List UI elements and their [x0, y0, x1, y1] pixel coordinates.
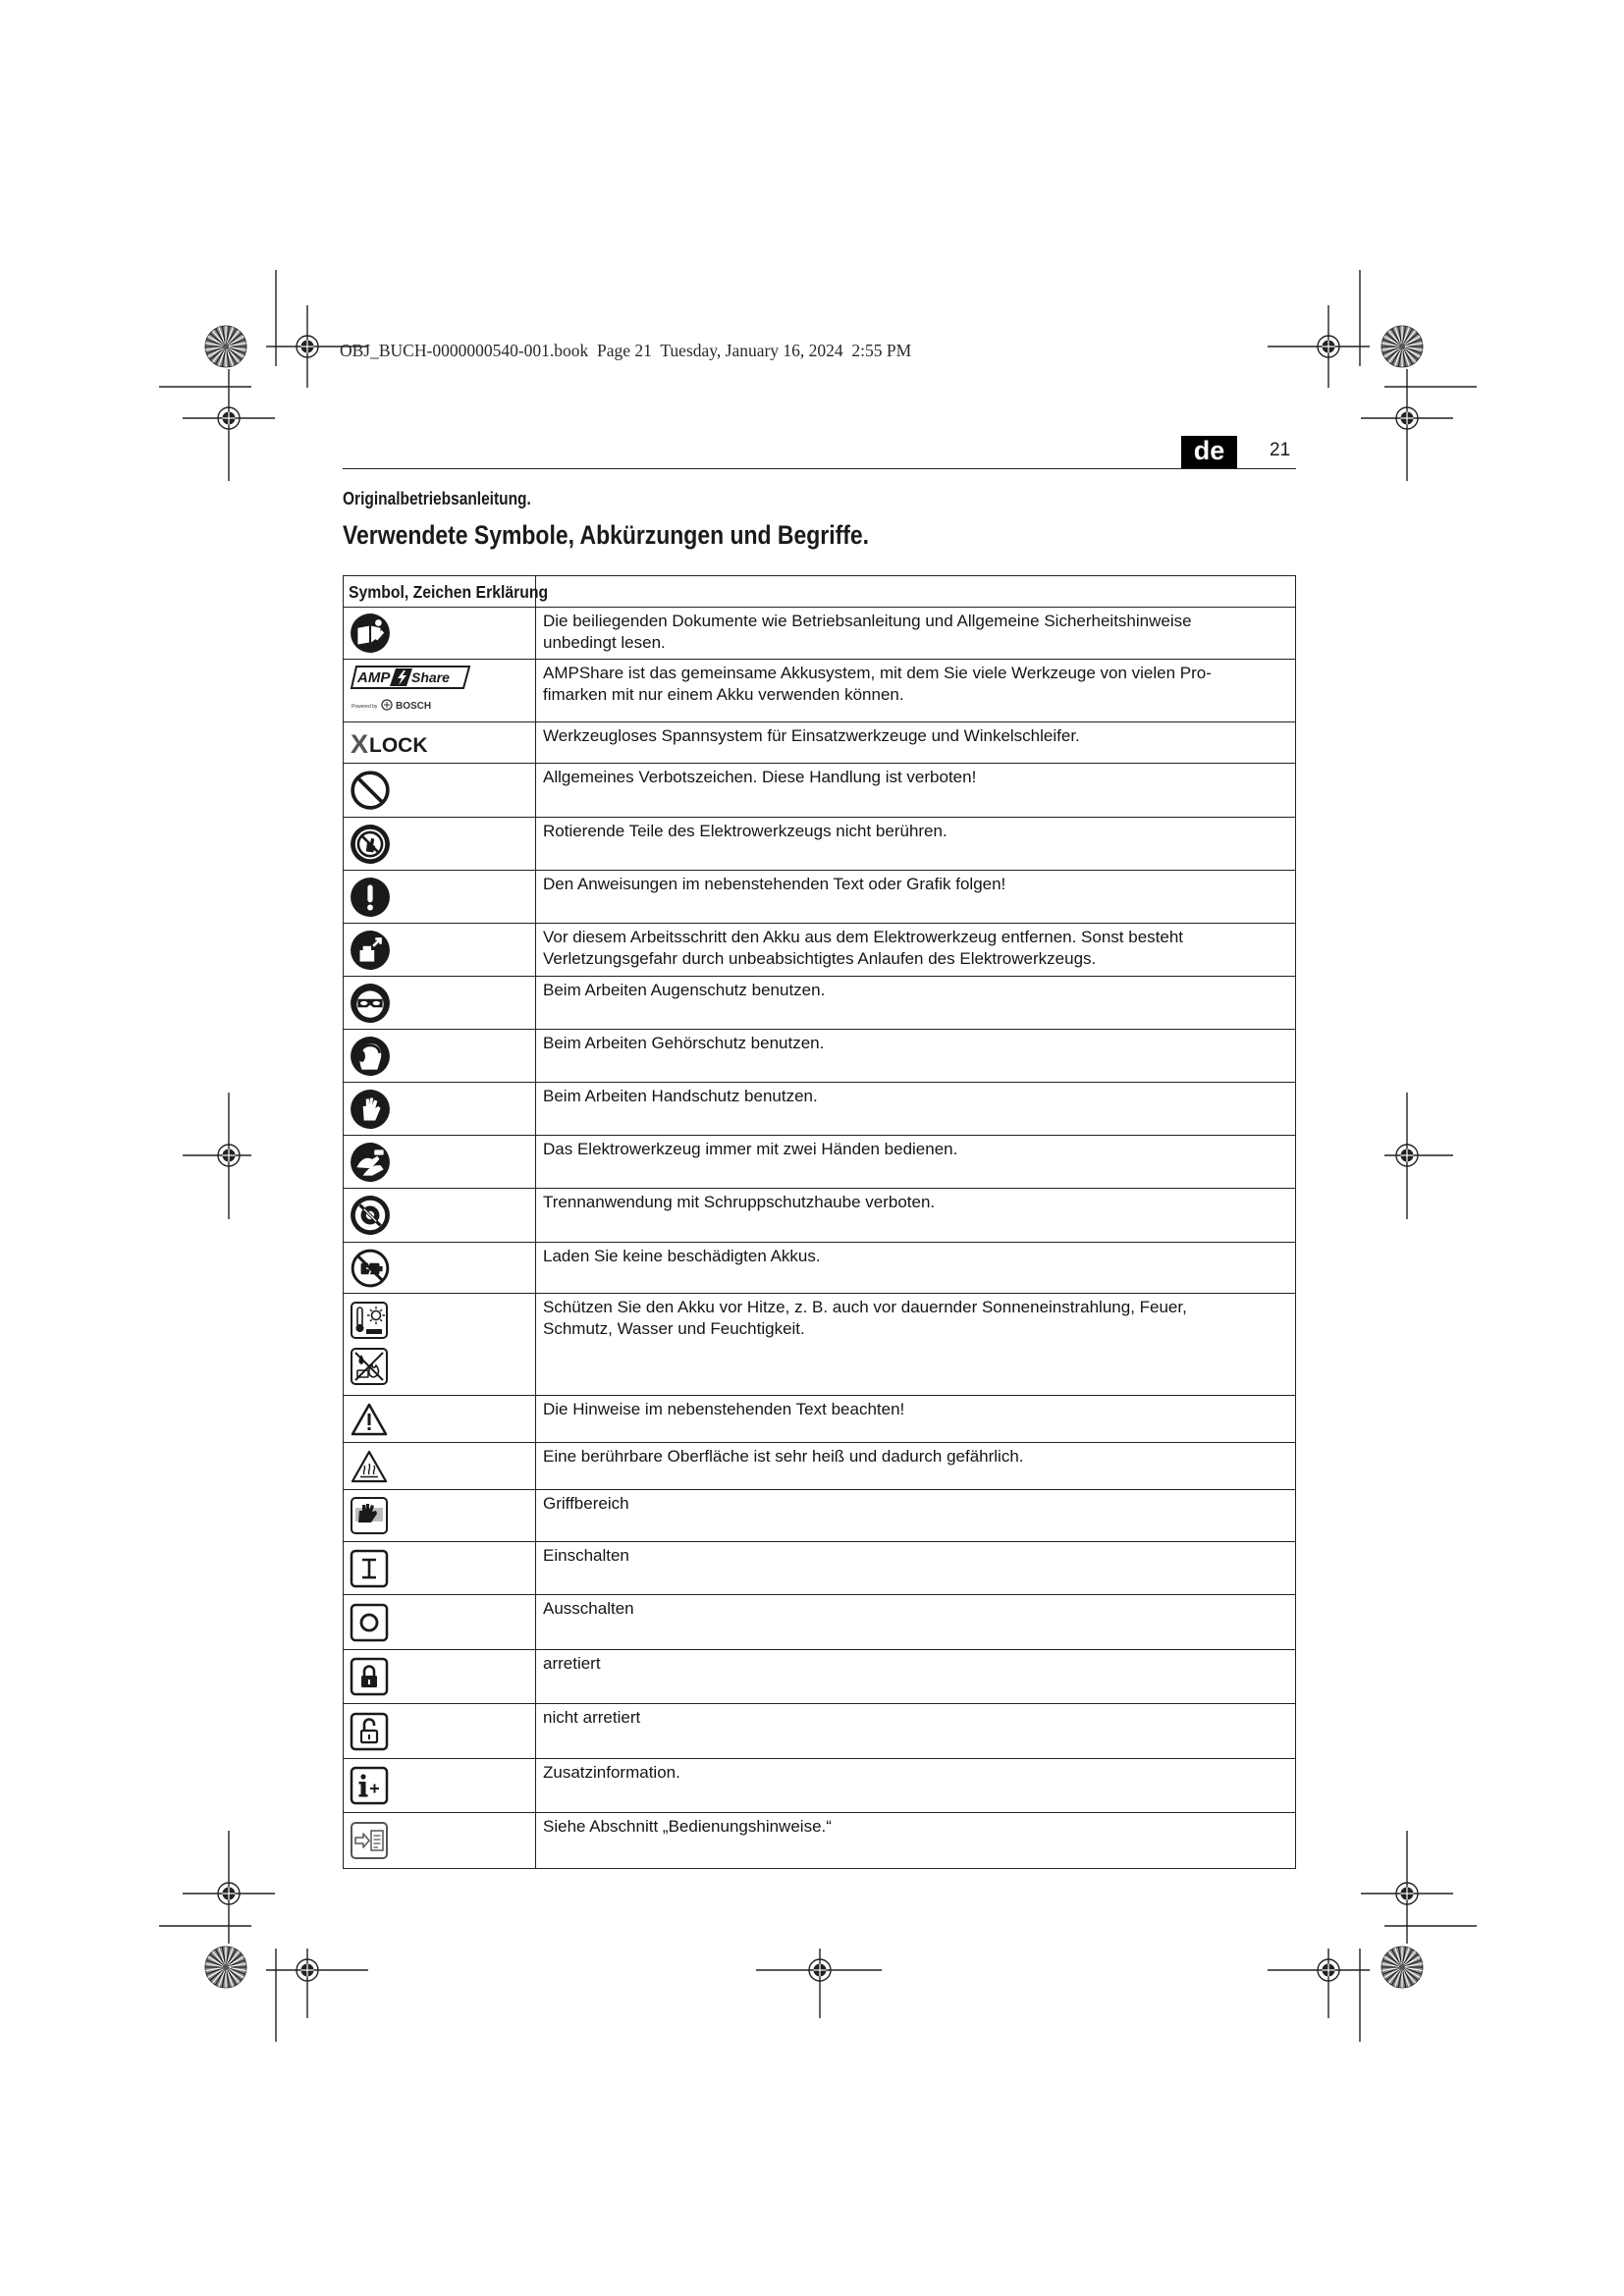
table-row	[344, 977, 1295, 1030]
table-row	[344, 1813, 1295, 1868]
explanation-cell: arretiert	[543, 1654, 601, 1673]
ampshare-logo-word-1: AMP	[357, 669, 391, 686]
hand-protection-icon	[350, 1089, 391, 1130]
bosch-brand-text: BOSCH	[396, 701, 432, 712]
protect-from-heat-icon	[350, 1301, 389, 1340]
read-manual-icon	[350, 613, 391, 654]
remove-battery-icon	[350, 930, 391, 971]
table-row	[344, 722, 1295, 764]
symbol-cell	[344, 1136, 536, 1188]
xlock-logo-prefix: X	[351, 728, 369, 758]
explanation-cell: Eine berührbare Oberfläche ist sehr heiß und dadurch gefährlich.	[543, 1447, 1024, 1466]
explanation-cell: AMPShare ist das gemeinsame Akkusystem, mit dem Sie viele Werkzeuge von vielen Pro- fimarken mit nur einem Akku verwenden können.	[543, 664, 1212, 704]
warning-triangle-icon	[350, 1402, 389, 1437]
symbol-cell	[344, 1189, 536, 1242]
registration-crosshair	[1361, 1831, 1453, 1944]
xlock-logo	[350, 728, 444, 758]
table-row	[344, 1704, 1295, 1759]
color-target-mark	[1381, 326, 1423, 367]
registration-crosshair	[1361, 369, 1453, 481]
table-header-label	[349, 581, 548, 603]
symbol-cell	[344, 1490, 536, 1541]
explanation-cell: Siehe Abschnitt „Bedienungshinweise.“	[543, 1817, 832, 1836]
symbol-cell	[344, 924, 536, 976]
grip-area-icon	[350, 1496, 389, 1535]
prohibition-icon	[350, 770, 391, 811]
unlocked-icon	[350, 1712, 389, 1751]
no-damaged-battery-icon	[350, 1248, 391, 1289]
symbol-cell	[344, 608, 536, 659]
document-subtitle: Originalbetriebsanleitung.	[343, 489, 531, 508]
explanation-cell: Ausschalten	[543, 1599, 634, 1618]
explanation-cell: Werkzeugloses Spannsystem für Einsatzwerkzeuge und Winkelschleifer.	[543, 726, 1080, 745]
symbol-column-header: Symbol, Zeichen	[349, 582, 472, 602]
explanation-header-cell	[536, 576, 1295, 607]
registration-crosshair	[1268, 305, 1370, 388]
symbol-cell	[344, 764, 536, 817]
explanation-cell: Allgemeines Verbotszeichen. Diese Handlung ist verboten!	[543, 768, 977, 786]
table-row	[344, 818, 1295, 871]
explanation-cell: Einschalten	[543, 1546, 629, 1565]
registration-crosshair	[183, 1093, 251, 1219]
symbol-cell	[344, 1542, 536, 1594]
registration-crosshair	[756, 1949, 882, 2018]
symbol-cell	[344, 1083, 536, 1135]
symbol-cell	[344, 1759, 536, 1812]
symbol-cell	[344, 1443, 536, 1489]
protect-from-water-fire-icon	[350, 1347, 389, 1386]
symbol-cell	[344, 1396, 536, 1442]
explanation-cell: Die beiliegenden Dokumente wie Betriebsanleitung und Allgemeine Sicherheitshinweise unbedingt lesen.	[543, 612, 1192, 652]
ampshare-logo	[350, 665, 477, 718]
table-row	[344, 924, 1295, 977]
xlock-logo-word: LOCK	[369, 733, 428, 757]
two-hands-operation-icon	[350, 1142, 391, 1183]
no-cutting-with-grinding-guard-icon	[350, 1195, 391, 1236]
registration-crosshair	[266, 1949, 368, 2018]
registration-crosshair	[1384, 1093, 1453, 1219]
page-number: 21	[1270, 440, 1291, 460]
symbol-cell	[344, 871, 536, 923]
explanation-cell: Rotierende Teile des Elektrowerkzeugs nicht berühren.	[543, 822, 947, 840]
symbol-cell	[344, 1650, 536, 1703]
table-row	[344, 1136, 1295, 1189]
explanation-cell: Die Hinweise im nebenstehenden Text beachten!	[543, 1400, 905, 1418]
registration-crosshair	[183, 369, 275, 481]
mandatory-action-icon	[350, 877, 391, 918]
explanation-cell: Griffbereich	[543, 1494, 629, 1513]
symbol-cell	[344, 1294, 536, 1395]
explanation-cell: Beim Arbeiten Gehörschutz benutzen.	[543, 1034, 825, 1052]
explanation-cell: Beim Arbeiten Handschutz benutzen.	[543, 1087, 818, 1105]
table-row	[344, 871, 1295, 924]
explanation-cell: Schützen Sie den Akku vor Hitze, z. B. auch vor dauernder Sonneneinstrahlung, Feuer, Schmutz, Wasser und Feuchtigkeit.	[543, 1298, 1187, 1338]
table-row	[344, 1595, 1295, 1650]
explanation-cell: Das Elektrowerkzeug immer mit zwei Händen bedienen.	[543, 1140, 958, 1158]
switch-on-icon	[350, 1549, 389, 1588]
color-target-mark	[205, 1947, 246, 1988]
page-title: Verwendete Symbole, Abkürzungen und Begriffe.	[343, 520, 870, 550]
do-not-touch-rotating-parts-icon	[350, 824, 391, 865]
explanation-cell: Trennanwendung mit Schruppschutzhaube verboten.	[543, 1193, 936, 1211]
explanation-cell: Beim Arbeiten Augenschutz benutzen.	[543, 981, 826, 999]
additional-info-icon	[350, 1766, 389, 1805]
header-rule	[343, 468, 1296, 469]
hot-surface-icon	[350, 1449, 389, 1484]
symbol-cell	[344, 818, 536, 870]
table-row	[344, 1294, 1295, 1396]
symbol-cell	[344, 1595, 536, 1649]
symbol-cell	[344, 977, 536, 1029]
table-row	[344, 1542, 1295, 1595]
ampshare-logo-word-2: Share	[411, 669, 450, 685]
symbols-table	[343, 575, 1296, 1869]
table-row	[344, 1396, 1295, 1443]
explanation-cell: Zusatzinformation.	[543, 1763, 680, 1782]
symbol-cell	[344, 660, 536, 721]
symbol-cell	[344, 1243, 536, 1293]
explanation-column-header: Erklärung	[475, 582, 549, 602]
locked-icon	[350, 1657, 389, 1696]
color-target-mark	[1381, 1947, 1423, 1988]
language-badge: de	[1181, 436, 1237, 468]
registration-crosshair	[183, 1831, 275, 1944]
ear-protection-icon	[350, 1036, 391, 1077]
table-row	[344, 1189, 1295, 1243]
table-header-row	[344, 576, 1295, 608]
see-section-icon	[350, 1821, 389, 1860]
color-target-mark	[205, 326, 246, 367]
switch-off-icon	[350, 1603, 389, 1642]
symbol-cell	[344, 1030, 536, 1082]
table-row	[344, 660, 1295, 722]
symbol-cell	[344, 722, 536, 763]
table-row	[344, 1759, 1295, 1813]
explanation-cell: nicht arretiert	[543, 1708, 641, 1727]
registration-crosshair	[1268, 1949, 1370, 2018]
symbol-cell	[344, 1813, 536, 1868]
table-row	[344, 1030, 1295, 1083]
table-row	[344, 1490, 1295, 1542]
explanation-cell: Vor diesem Arbeitsschritt den Akku aus dem Elektrowerkzeug entfernen. Sonst besteht Verletzungsgefahr durch unbeabsichtigtes Anlaufen des Elektrowerkzeugs.	[543, 928, 1184, 968]
table-row	[344, 1083, 1295, 1136]
eye-protection-icon	[350, 983, 391, 1024]
table-row	[344, 608, 1295, 660]
explanation-cell: Laden Sie keine beschädigten Akkus.	[543, 1247, 821, 1265]
symbol-cell	[344, 1704, 536, 1758]
print-file-header: OBJ_BUCH-0000000540-001.book Page 21 Tuesday, January 16, 2024 2:55 PM	[340, 341, 912, 360]
explanation-cell: Den Anweisungen im nebenstehenden Text oder Grafik folgen!	[543, 875, 1006, 893]
table-row	[344, 1443, 1295, 1490]
ampshare-logo-tagline: Powered by	[352, 704, 378, 710]
table-row	[344, 764, 1295, 818]
table-row	[344, 1243, 1295, 1294]
table-row	[344, 1650, 1295, 1704]
